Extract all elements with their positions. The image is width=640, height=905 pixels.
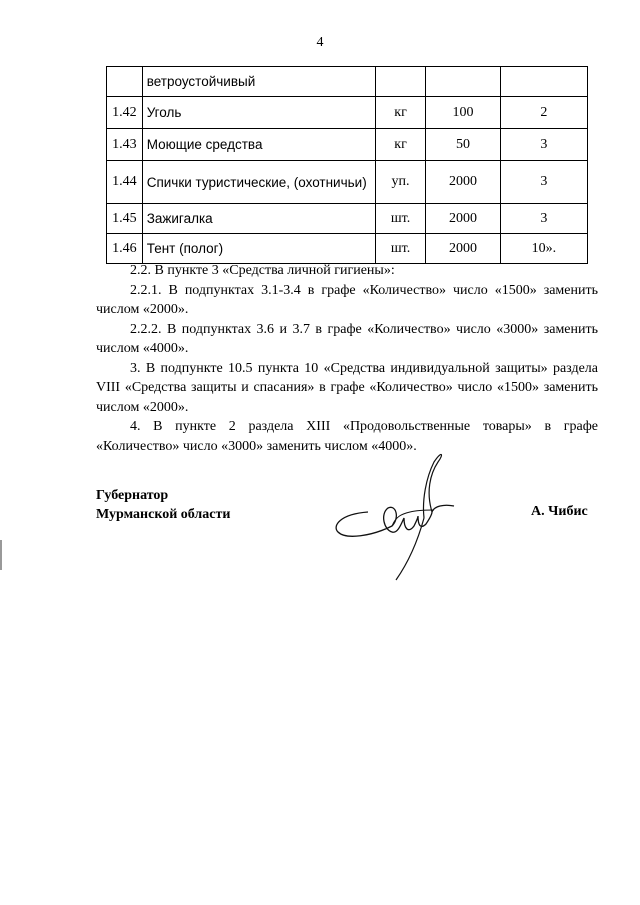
row-number: 1.45 [107, 204, 143, 234]
scan-edge-mark [0, 540, 2, 570]
item-quantity-2: 10». [500, 234, 587, 264]
signatory-title-line1: Губернатор [96, 488, 169, 503]
row-number: 1.46 [107, 234, 143, 264]
table-row [107, 129, 588, 161]
item-quantity [426, 67, 501, 97]
items-table [106, 66, 588, 264]
table-row [107, 234, 588, 264]
item-quantity: 2000 [426, 234, 501, 264]
paragraph: 2.2.1. В подпунктах 3.1-3.4 в графе «Количество» число «1500» заменить числом «2000». [96, 282, 598, 317]
row-number: 1.44 [107, 161, 143, 204]
item-name: Зажигалка [142, 204, 375, 234]
item-quantity: 2000 [426, 204, 501, 234]
page-number: 4 [316, 35, 324, 50]
item-unit: кг [375, 97, 425, 129]
table-row [107, 204, 588, 234]
item-name: Уголь [142, 97, 375, 129]
amendment-text [96, 261, 598, 456]
table-row [107, 161, 588, 204]
row-number [107, 67, 143, 97]
signatory-title-line2: Мурманской области [96, 507, 231, 522]
item-unit: шт. [375, 234, 425, 264]
row-number: 1.42 [107, 97, 143, 129]
items-table-body [107, 67, 588, 264]
item-unit [375, 67, 425, 97]
item-quantity-2 [500, 67, 587, 97]
signatory-name: А. Чибис [531, 504, 588, 519]
item-quantity-2: 3 [500, 161, 587, 204]
item-quantity: 50 [426, 129, 501, 161]
item-name: Спички туристические, (охотничьи) [142, 161, 375, 204]
table-row [107, 97, 588, 129]
item-unit: кг [375, 129, 425, 161]
item-unit: уп. [375, 161, 425, 204]
table-row [107, 67, 588, 97]
paragraph: 4. В пункте 2 раздела XIII «Продовольственные товары» в графе «Количество» число «3000» заменить числом «4000». [96, 419, 598, 454]
signatory-title [96, 486, 230, 524]
row-number: 1.43 [107, 129, 143, 161]
item-name: ветроустойчивый [142, 67, 375, 97]
paragraph: 2.2. В пункте 3 «Средства личной гигиены»: [130, 263, 395, 278]
item-unit: шт. [375, 204, 425, 234]
item-quantity-2: 3 [500, 129, 587, 161]
item-quantity-2: 3 [500, 204, 587, 234]
paragraph: 2.2.2. В подпунктах 3.6 и 3.7 в графе «Количество» число «3000» заменить числом «4000». [96, 321, 598, 356]
handwritten-signature [330, 452, 460, 584]
paragraph: 3. В подпункте 10.5 пункта 10 «Средства индивидуальной защиты» раздела VIII «Средства защиты и спасания» в графе «Количество» число «1500» заменить числом «2000». [96, 360, 598, 415]
item-quantity: 2000 [426, 161, 501, 204]
item-quantity: 100 [426, 97, 501, 129]
item-quantity-2: 2 [500, 97, 587, 129]
item-name: Моющие средства [142, 129, 375, 161]
item-name: Тент (полог) [142, 234, 375, 264]
